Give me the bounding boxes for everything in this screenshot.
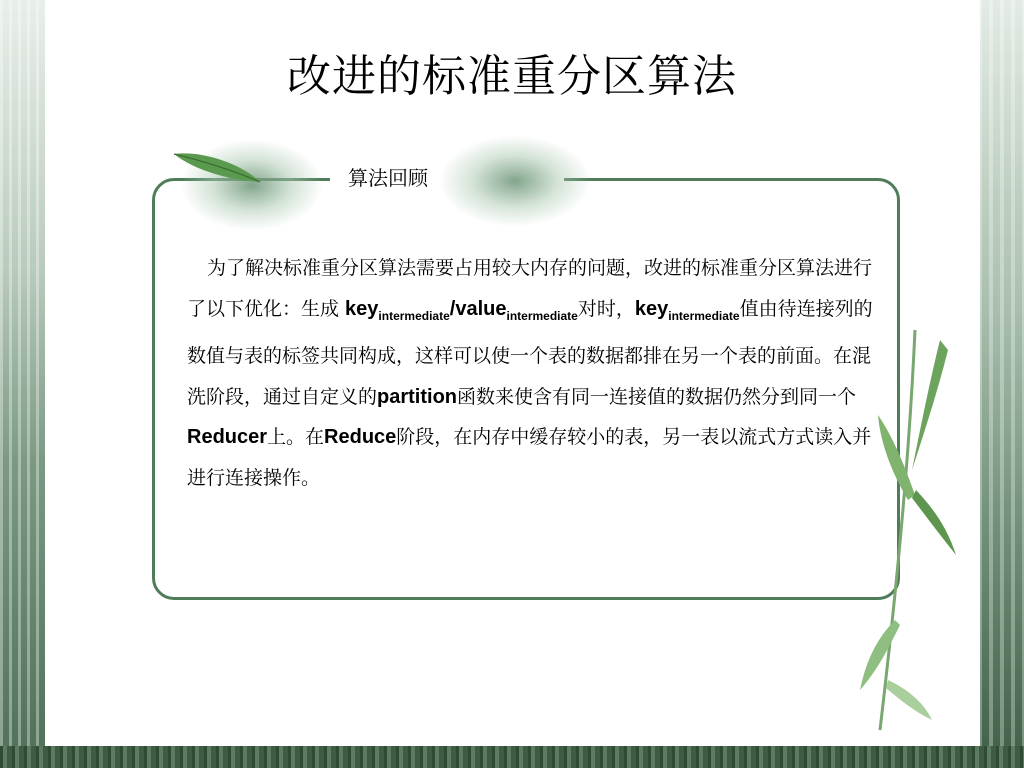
subscript: intermediate [668, 308, 740, 323]
body-paragraph [187, 248, 877, 498]
subscript: intermediate [378, 308, 450, 323]
text-segment: 阶段，在内存中缓存较小的表，另一表以流式方式读入并进行连接操作。 [187, 426, 872, 489]
key-term: key [634, 297, 669, 320]
text-segment: 值由待连接列的数值与表的标签共同构成，这样可以使一个表的数据都排在另一个表的前面。在混洗阶段，通过自定义的 [187, 297, 873, 408]
partition-term: partition [377, 385, 458, 408]
bottom-grass-strip [0, 746, 1024, 768]
value-term: value [455, 297, 507, 320]
right-bamboo-texture [978, 0, 1024, 768]
bamboo-leaf-icon [172, 150, 264, 186]
key-term: key [345, 297, 379, 320]
reducer-term: Reducer [187, 426, 268, 448]
left-bamboo-texture [0, 0, 48, 768]
text-segment: 对时， [577, 297, 635, 320]
right-glow-decoration [440, 136, 590, 226]
subscript: intermediate [506, 308, 578, 323]
text-segment: 为了解决标准重分区算法需要占用较大内存的问题，改进的标准重分区算法进行了以下优化：生成 [187, 257, 873, 320]
section-label: 算法回顾 [348, 166, 428, 190]
text-segment: 上。在 [267, 426, 325, 448]
reduce-term: Reduce [324, 426, 397, 448]
slide-title: 改进的标准重分区算法 [287, 51, 737, 102]
slash: / [449, 297, 456, 320]
text-segment: 函数来使含有同一连接值的数据仍然分到同一个 [457, 385, 857, 408]
